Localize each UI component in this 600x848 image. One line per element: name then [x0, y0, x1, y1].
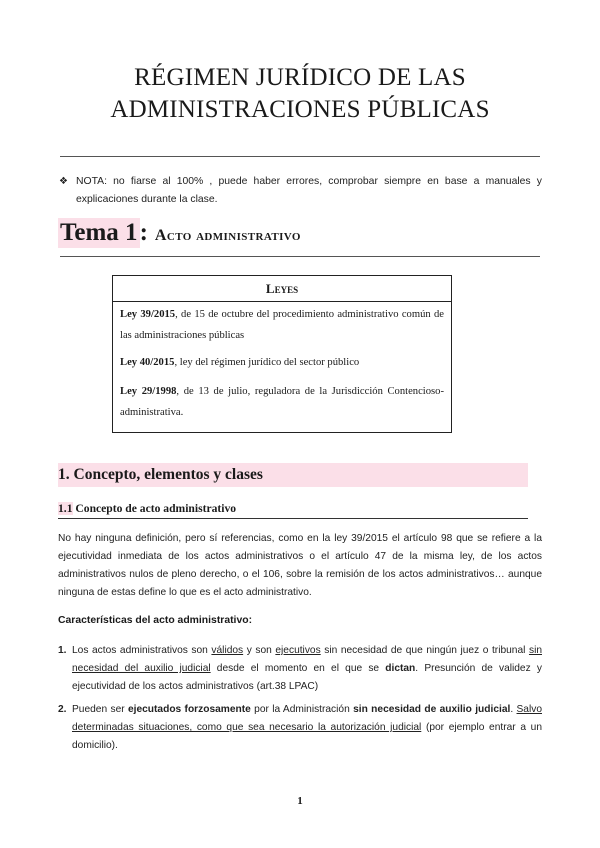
- tema-label: Tema 1: [60, 219, 138, 246]
- bold-text: sin necesidad de auxilio judicial: [353, 704, 511, 715]
- ley-name: Ley 40/2015: [120, 357, 175, 368]
- list-number: 1.: [58, 645, 67, 656]
- list-item: [58, 701, 542, 755]
- text-run: Los actos administrativos son: [72, 645, 212, 656]
- leyes-header: Leyes: [113, 276, 451, 302]
- leyes-box: [112, 275, 452, 433]
- ley-item: [113, 304, 451, 346]
- diamond-bullet-icon: ❖: [59, 176, 68, 187]
- characteristics-heading: Características del acto administrativo:: [58, 615, 253, 626]
- title-line-1: RÉGIMEN JURÍDICO DE LAS: [134, 64, 466, 91]
- title-line-2: ADMINISTRACIONES PÚBLICAS: [110, 96, 490, 123]
- ley-description: , de 15 de octubre del procedimiento administrativo común de las administraciones públicas: [120, 309, 444, 341]
- document-title: [0, 62, 600, 126]
- text-run: Pueden ser: [72, 704, 128, 715]
- subsection-number: 1.1: [58, 502, 73, 515]
- subsection-title: Concepto de acto administrativo: [72, 502, 237, 515]
- text-run: .: [510, 704, 517, 715]
- underlined-text: sin necesidad del auxilio judicial: [72, 645, 542, 674]
- text-run: (por ejemplo entrar a un domicilio).: [72, 722, 542, 751]
- text-run: por la Administración: [250, 704, 354, 715]
- text-run: y son: [243, 645, 276, 656]
- ley-description: , ley del régimen jurídico del sector público: [174, 357, 360, 368]
- title-divider: [60, 156, 540, 157]
- subsection-heading: [58, 500, 528, 519]
- list-item: [58, 642, 542, 696]
- underlined-text: válidos: [211, 645, 244, 656]
- page-number: 1: [297, 795, 303, 807]
- underlined-text: ejecutivos: [275, 645, 321, 656]
- tema-divider: [60, 256, 540, 257]
- ley-item: [113, 352, 451, 373]
- ley-name: Ley 39/2015: [120, 309, 176, 320]
- bold-text: ejecutados forzosamente: [127, 704, 251, 715]
- tema-subtitle: Acto administrativo: [154, 227, 301, 244]
- underlined-text: Salvo determinadas situaciones, como que sea necesario la autorización judicial: [72, 704, 542, 733]
- intro-paragraph: No hay ninguna definición, pero sí referencias, como en la ley 39/2015 el artículo 98 que se refiere a la ejecutividad inmediata de los actos administrativos o el artículo 47 de la misma ley, de los actos administrativos nulos de pleno derecho, o el 106, sobre la remisión de los actos administrativos… aunque ninguna de estas define lo que es el acto administrativo.: [58, 533, 542, 598]
- section-heading: 1. Concepto, elementos y clases: [58, 463, 528, 487]
- bold-text: dictan: [385, 663, 416, 674]
- ley-item: [113, 381, 451, 423]
- tema-heading: [58, 218, 301, 250]
- text-run: sin necesidad de que ningún juez o tribunal: [320, 645, 529, 656]
- ley-name: Ley 29/1998: [120, 386, 177, 397]
- tema-colon: :: [139, 219, 148, 246]
- text-run: . Presunción de validez y ejecutividad de los actos administrativos (art.38 LPAC): [72, 663, 542, 692]
- note-text: NOTA: no fiarse al 100% , puede haber errores, comprobar siempre en base a manuales y explicaciones durante la clase.: [76, 176, 542, 205]
- ley-description: , de 13 de julio, reguladora de la Jurisdicción Contencioso-administrativa.: [120, 386, 444, 418]
- list-number: 2.: [58, 704, 67, 715]
- note-block: [59, 173, 542, 209]
- text-run: desde el momento en el que se: [210, 663, 386, 674]
